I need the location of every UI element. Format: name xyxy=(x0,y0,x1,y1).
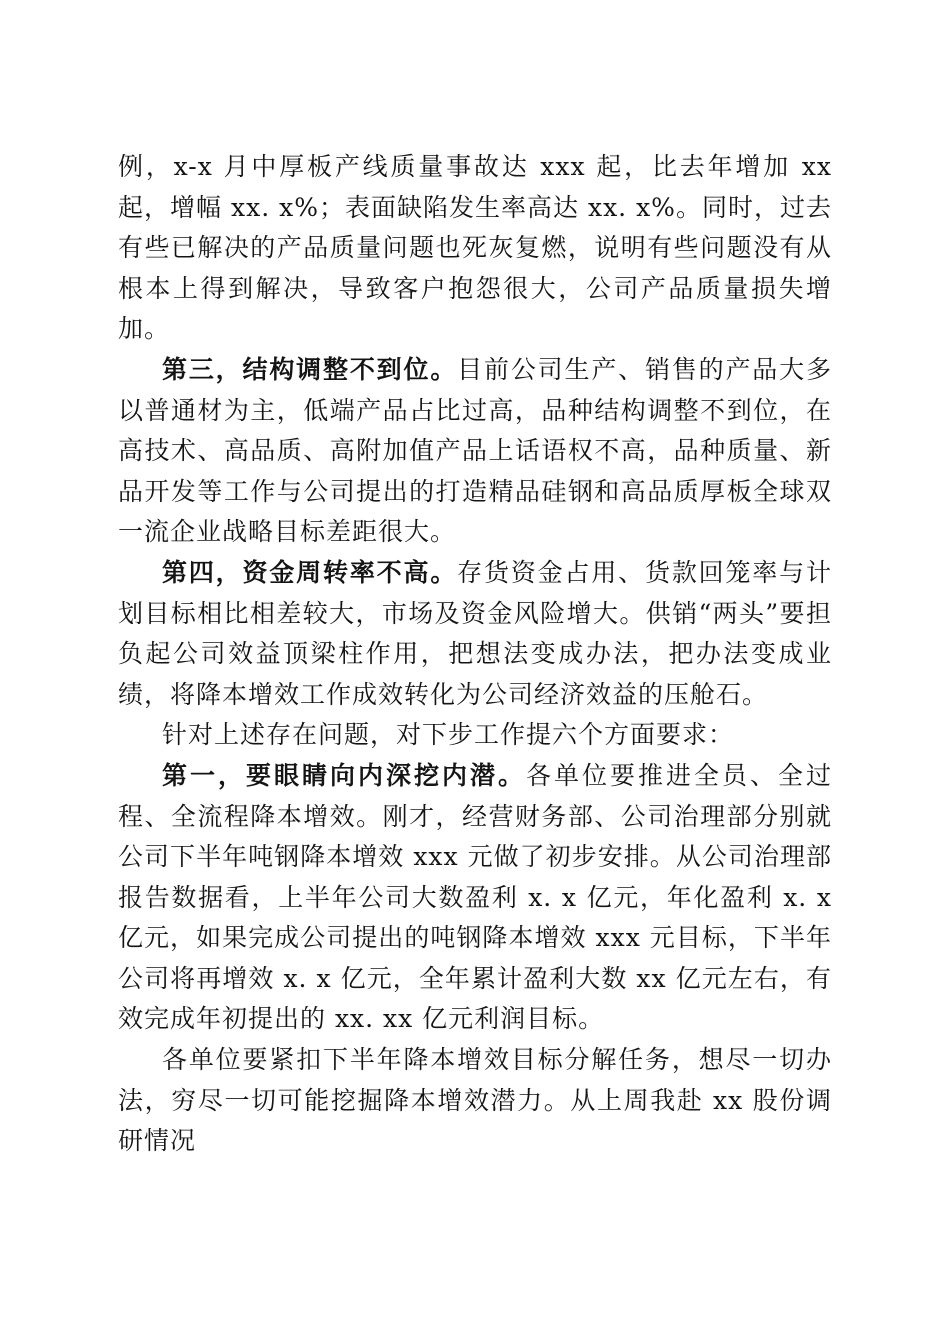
paragraph-text: 存货资金占用、货款回笼率与计划目标相比相差较大，市场及资金风险增大。供销“两头”要担负起公司效益顶梁柱作用，把想法变成办法，把办法变成业绩，将降本增效工作成效转化为公司经济效益的压舱石。 xyxy=(118,557,832,709)
paragraph-heading: 第四，资金周转率不高。 xyxy=(162,557,458,587)
document-body xyxy=(118,147,832,1162)
paragraph-text: 各单位要推进全员、全过程、全流程降本增效。刚才，经营财务部、公司治理部分别就公司下半年吨钢降本增效 xxx 元做了初步安排。从公司治理部报告数据看，上半年公司大数盈利 x. x 亿元，年化盈利 x. x 亿元，如果完成公司提出的吨钢降本增效 xxx 元目标，下半年公司将再增效 x. x 亿元，全年累计盈利大数 xx 亿元左右，有效完成年初提出的 xx. xx 亿元利润目标。 xyxy=(118,760,832,1034)
paragraph-target-breakdown xyxy=(118,1040,832,1162)
paragraph-fourth-point xyxy=(118,553,832,715)
paragraph-third-point xyxy=(118,350,832,553)
paragraph-requirements-intro xyxy=(118,715,832,756)
paragraph-text: 例，x-x 月中厚板产线质量事故达 xxx 起，比去年增加 xx 起，增幅 xx. x%；表面缺陷发生率高达 xx. x%。同时，过去有些已解决的产品质量问题也死灰复燃，说明有些问题没有从根本上得到解决，导致客户抱怨很大，公司产品质量损失增加。 xyxy=(118,152,832,344)
paragraph-first-requirement xyxy=(118,756,832,1040)
paragraph-heading: 第一，要眼睛向内深挖内潜。 xyxy=(162,760,526,790)
paragraph-text: 目前公司生产、销售的产品大多以普通材为主，低端产品占比过高，品种结构调整不到位，在高技术、高品质、高附加值产品上话语权不高，品种质量、新品开发等工作与公司提出的打造精品硅钢和高品质厚板全球双一流企业战略目标差距很大。 xyxy=(118,354,832,547)
paragraph-text: 针对上述存在问题，对下步工作提六个方面要求： xyxy=(162,720,735,750)
paragraph-text: 各单位要紧扣下半年降本增效目标分解任务，想尽一切办法，穷尽一切可能挖掘降本增效潜力。从上周我赴 xx 股份调研情况 xyxy=(118,1045,832,1156)
paragraph-continuation xyxy=(118,147,832,350)
paragraph-heading: 第三，结构调整不到位。 xyxy=(162,354,458,384)
